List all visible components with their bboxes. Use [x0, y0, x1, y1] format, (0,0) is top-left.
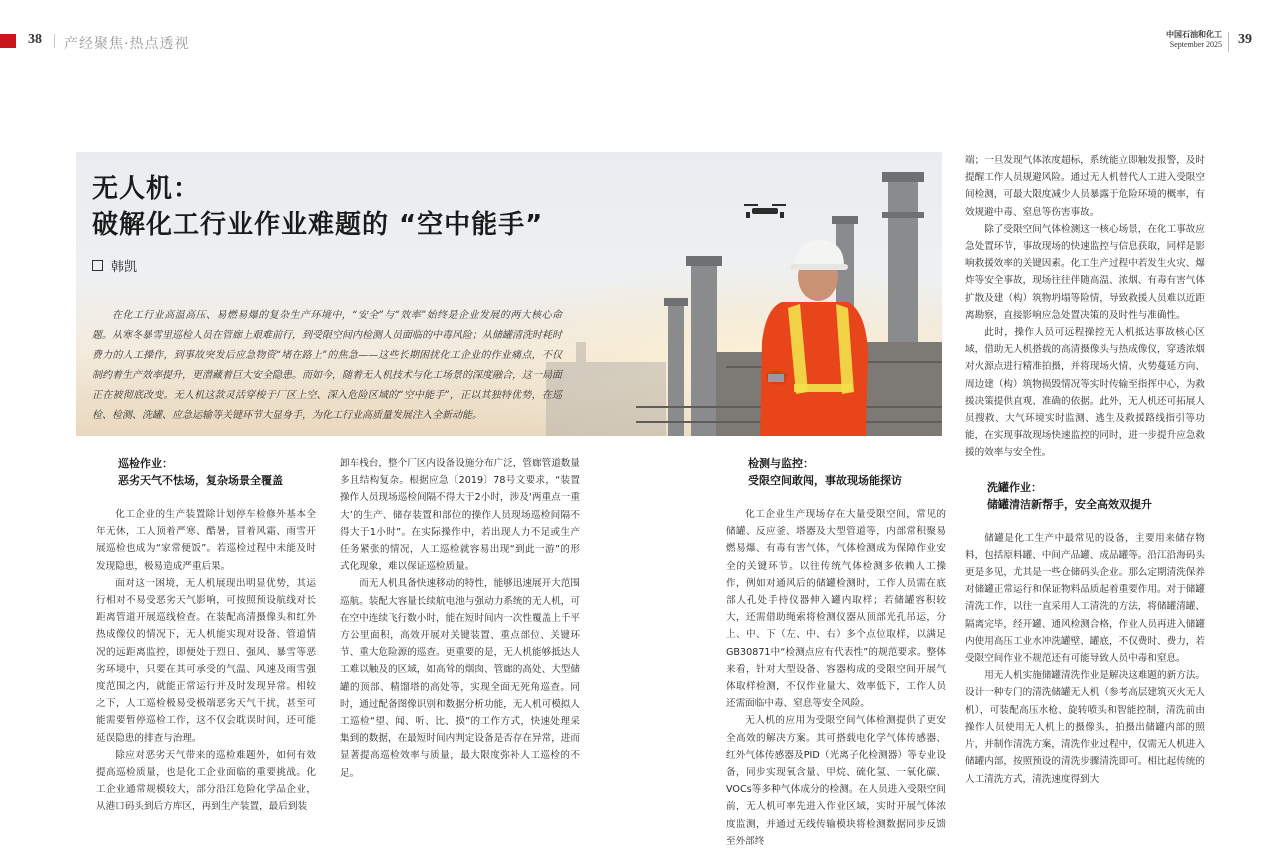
section-subheading: 恶劣天气不怯场，复杂场景全覆盖 [118, 474, 283, 487]
issue-date: September 2025 [1169, 40, 1222, 49]
paragraph: 而无人机具备快速移动的特性，能够迅速展开大范围巡航。装配大容量长续航电池与强动力系统的无人机，可在空中连续飞行数小时，能在短时间内一次性覆盖上千平方公里面积，高效开展对关键装置、重点部位、关键环节、重大危险源的巡查。更重要的是，无人机能够抵达人工难以触及的区域，如高耸的烟囱、管廊的高处、大型储罐的顶部、精馏塔的高处等，实现全面无死角巡查。同时，通过配备图像识别和数据分析功能，无人机可模拟人工巡检“望、闻、听、比、摸”的工作方式，快速处理采集到的数据，在最短时间内判定设备是否存在异常，进而显著提高巡检效率与质量，最大限度弥补人工巡检的不足。 [340, 578, 580, 779]
header-divider-right [1228, 32, 1229, 52]
section-subheading: 储罐清洁新帮手，安全高效双提升 [987, 497, 1152, 511]
author-name: 韩凯 [111, 260, 138, 275]
section-heading: 检测与监控： [748, 457, 814, 470]
paragraph: 除了受限空间气体检测这一核心场景，在化工事故应急处置环节，事故现场的快速监控与信息获取，同样是影响救援效率的关键因素。化工生产过程中若发生火灾、爆炸等安全事故，现场往往伴随高温、浓烟、有毒有害气体扩散及建（构）筑物坍塌等险情，导致救援人员难以近距离勘察，直接影响应急处置决策的及时性与准确性。 [965, 223, 1205, 321]
magazine-title: 中国石油和化工 [1166, 30, 1222, 39]
paragraph: 无人机的应用为受限空间气体检测提供了更安全高效的解决方案。其可搭载电化学气体传感器、红外气体传感器及PID（光离子化检测器）等专业设备，同步实现氧含量、甲烷、硫化氢、一氧化碳、VOCs等多种气体成分的检测。在人员进入受限空间前，无人机可率先进入作业区域，实时开展气体浓度监测，并通过无线传输模块将检测数据同步反馈至外部终 [726, 715, 946, 847]
paragraph: 卸车栈台，整个厂区内设备设施分布广泛，管廊管道数量多且结构复杂。根据应急〔2019〕78号文要求，“装置操作人员现场巡检间隔不得大于2小时，涉及‘两重点一重大’的生产、储存装置和部位的操作人员现场巡检间隔不得大于1小时”。在实际操作中，若出现人力不足或生产任务紧张的情况，人工巡检就容易出现“到此一游”的形式化现象，难以保证巡检质量。 [340, 458, 580, 573]
column-4 [965, 152, 1205, 788]
section-subheading: 受限空间敢闯，事故现场能探访 [748, 474, 902, 487]
paragraph: 除应对恶劣天气带来的巡检难题外，如何有效提高巡检质量，也是化工企业面临的重要挑战。化工企业通常规模较大，部分沿江危险化学品企业，从港口码头到后方库区，再到生产装置，最后到装 [96, 749, 316, 813]
left-page-number: 38 [28, 32, 42, 47]
paragraph: 化工企业生产现场存在大量受限空间，常见的储罐、反应釜、塔器及大型管道等，内部常积聚易燃易爆、有毒有害气体，气体检测成为保障作业安全的关键环节。以往传统气体检测多依赖人工操作，例如对通风后的储罐检测时，工作人员需在底部人孔处手持仪器伸入罐内取样；若储罐容积较大，还需借助绳索将检测仪器从顶部光孔吊运，分上、中、下（左、中、右）多个点位取样，以满足GB30871中“检测点应有代表性”的规范要求。整体来看，针对大型设备、容器构成的受限空间开展气体取样检测，不仅作业量大、效率低下，工作人员还需面临中毒、窒息等安全风险。 [726, 509, 946, 710]
lead-paragraph: 在化工行业高温高压、易燃易爆的复杂生产环境中，“安全”与“效率”始终是企业发展的两大核心命题。从寒冬暴雪里巡检人员在管廊上艰难前行，到受限空间内检测人员面临的中毒风险；从储罐清洗时耗时费力的人工操作，到事故突发后应急物资“堵在路上”的焦急——这些长期困扰化工企业的作业痛点，不仅制约着生产效率提升，更潜藏着巨大安全隐患。而如今，随着无人机技术与化工场景的深度融合，这一局面正在被彻底改变。无人机这款灵活穿梭于厂区上空、深入危险区域的“空中能手”，正以其独特优势，在巡检、检测、洗罐、应急运输等关键环节大显身手，为化工行业高质量发展注入全新动能。 [92, 310, 562, 421]
column-1 [96, 455, 316, 816]
column-3 [726, 455, 946, 850]
article-title-line-2: 破解化工行业作业难题的 “空中能手” [92, 210, 544, 240]
header-divider [54, 34, 55, 48]
paragraph: 面对这一困境，无人机展现出明显优势，其运行相对不易受恶劣天气影响，可按照预设航线对长距离管道开展巡线检查。在装配高清摄像头和红外热成像仪的情况下，无人机能实现对设备、管道情况的远距离监控，即便处于烈日、强风、暴雪等恶劣环境中，只要在其可承受的气温、风速及雨雪强度范围之内，就能正常运行并及时发现异常。相较之下，人工巡检极易受极端恶劣天气干扰，甚至可能需要暂停巡检工作，这不仅会耽误时间，还可能延误隐患的排查与治理。 [96, 577, 316, 744]
right-page-number: 39 [1238, 32, 1252, 47]
column-2 [340, 455, 580, 782]
page-tab-marker [0, 34, 16, 48]
section-heading: 洗罐作业： [987, 480, 1042, 494]
paragraph: 此时，操作人员可远程操控无人机抵达事故核心区域，借助无人机搭载的高清摄像头与热成像仪，穿透浓烟对火源点进行精准拍摄，并将现场火情、火势蔓延方向、周边建（构）筑物损毁情况等实时传输至指挥中心，为救援决策提供直观、准确的依据。此外，无人机还可拓展人员搜救、大气环境实时监测、逃生及救援路线指引等功能，在实现事故现场快速监控的同时，进一步提升应急救援的效率与安全性。 [965, 327, 1205, 459]
paragraph: 储罐是化工生产中最常见的设备，主要用来储存物料，包括原料罐、中间产品罐、成品罐等。沿江沿海码头更是多见，尤其是一些仓储码头企业。那么定期清洗保养对储罐正常运行和保证物料品质起着重要作用。对于储罐清洗工作，以往一直采用人工清洗的方法，将储罐清罐、隔离完毕，经开罐、通风检测合格，作业人员再进入储罐内使用高压工业水冲洗罐壁、罐底，不仅费时、费力，若受限空间作业不规范还有可能导致人员中毒和窒息。 [965, 532, 1205, 665]
bullet-square-icon [92, 260, 103, 271]
section-heading: 巡检作业： [118, 457, 173, 470]
magazine-masthead [1162, 30, 1222, 50]
paragraph: 化工企业的生产装置除计划停车检修外基本全年无休，工人顶着严寒、酷暑，冒着风霜、雨雪开展巡检也成为“家常便饭”。若巡检过程中未能及时发现隐患，极易造成严重后果。 [96, 509, 316, 572]
paragraph: 端；一旦发现气体浓度超标，系统能立即触发报警，及时提醒工作人员规避风险。通过无人机替代人工进入受限空间检测，可最大限度减少人员暴露于危险环境的概率，有效规避中毒、窒息等伤害事故。 [965, 155, 1205, 218]
paragraph: 用无人机实施储罐清洗作业是解决这难题的新方法。设计一种专门的清洗储罐无人机（参考高层建筑灭火无人机），可装配高压水枪、旋转喷头和智能控制，清洗前由操作人员使用无人机上的摄像头，拍摄出储罐内部的照片，并制作清洗方案，清洗作业过程中，仅需无人机进入储罐内部，按照预设的清洗步骤清洗即可。相比起传统的人工清洗方式，清洗速度得到大 [965, 670, 1205, 785]
author-byline [92, 256, 137, 275]
section-label: 产经聚焦·热点透视 [64, 36, 190, 52]
article-title-line-1: 无人机： [92, 174, 201, 204]
